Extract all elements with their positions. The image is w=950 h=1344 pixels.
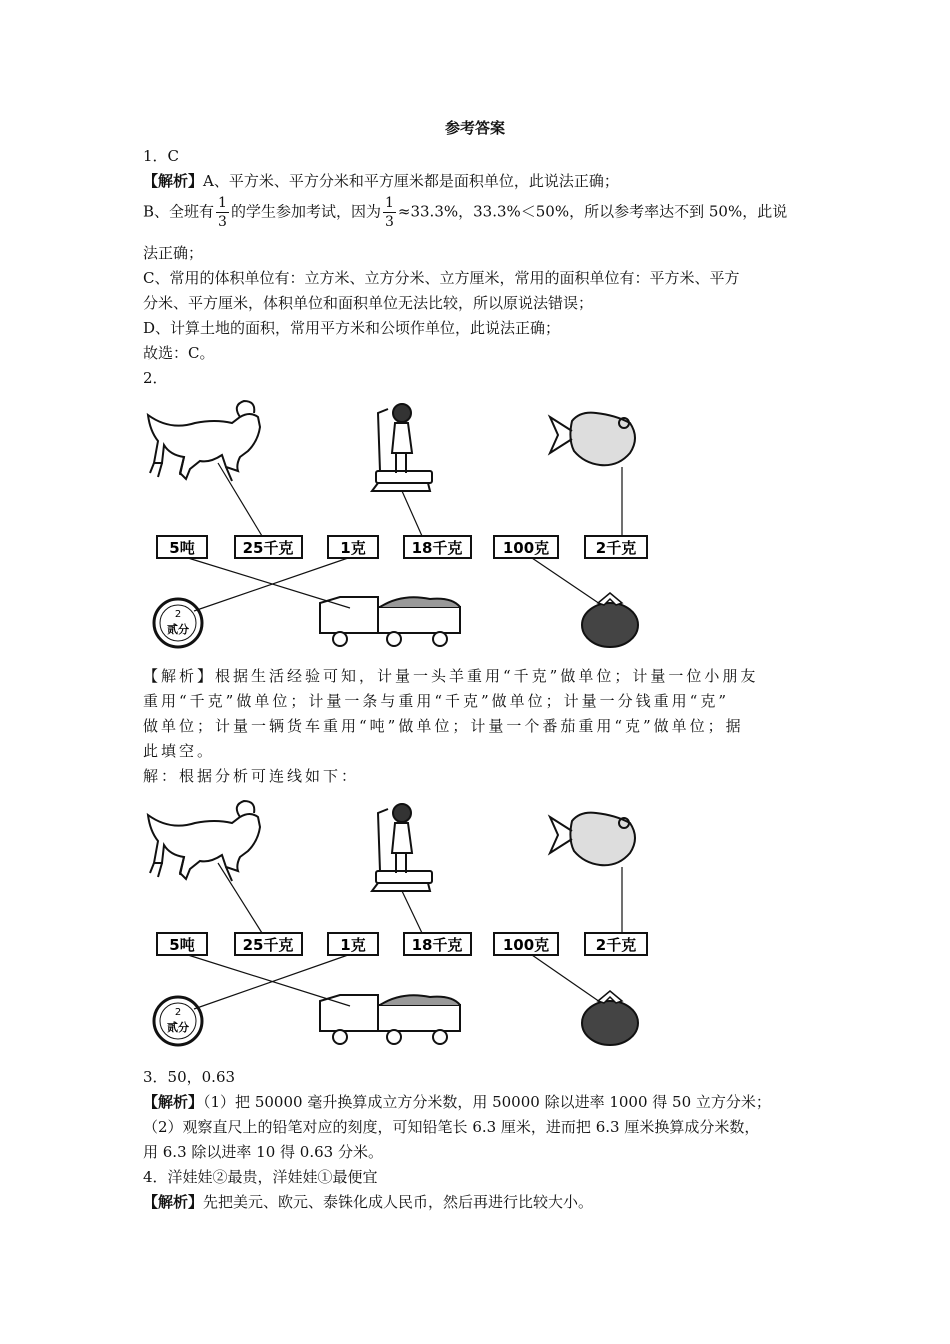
q2-explanation-4: 此填空。 — [143, 742, 216, 760]
q1-text-d: D、计算土地的面积，常用平方米和公顷作单位，此说法正确； — [143, 319, 561, 337]
truck-icon — [320, 597, 460, 646]
label-box-2kg — [585, 536, 647, 558]
svg-text:贰分: 贰分 — [167, 1021, 189, 1034]
label-box-100g — [494, 933, 558, 955]
q1-explanation-a — [143, 170, 823, 191]
svg-text:25千克: 25千克 — [242, 539, 294, 557]
svg-text:100克: 100克 — [502, 936, 550, 954]
line-1g-coin — [194, 955, 348, 1009]
label-box-5t — [157, 536, 207, 558]
q1-text-c1: C、常用的体积单位有：立方米、立方分米、立方厘米，常用的面积单位有：平方米、平方 — [143, 269, 740, 287]
label-box-1g — [328, 933, 378, 955]
line-goat-25kg — [218, 863, 262, 933]
q2-explanation-1: 【解析】根据生活经验可知，计量一头羊重用“千克”做单位；计量一位小朋友 — [143, 667, 759, 685]
coin-icon — [154, 599, 202, 647]
matching-figure-2 — [140, 793, 680, 1063]
line-girl-18kg — [402, 491, 422, 536]
svg-text:5吨: 5吨 — [169, 936, 195, 954]
page-title: 参考答案 — [444, 119, 505, 137]
tomato-icon — [582, 991, 638, 1045]
fish-icon — [550, 413, 635, 466]
label-box-2kg — [585, 933, 647, 955]
q1-choice: 故选：C。 — [143, 344, 215, 362]
svg-text:5吨: 5吨 — [169, 539, 195, 557]
q2-answer: 2． — [143, 369, 168, 387]
goat-icon — [148, 801, 260, 881]
fraction-one-third: $\frac{1}{3}$ — [218, 195, 227, 230]
coin-icon — [154, 997, 202, 1045]
svg-text:贰分: 贰分 — [167, 623, 189, 636]
q1-text-c2: 分米、平方厘米，体积单位和面积单位无法比较，所以原说法错误； — [143, 294, 594, 312]
q4-explanation: 【解析】先把美元、欧元、泰铢化成人民币，然后再进行比较大小。 — [143, 1193, 594, 1211]
q1-text-b-pre: B、全班有 — [143, 202, 215, 221]
analysis-tag-q4: 【解析】 — [143, 1193, 204, 1211]
svg-text:1克: 1克 — [340, 936, 366, 954]
label-box-25kg — [235, 933, 302, 955]
line-girl-18kg — [402, 891, 422, 933]
q1-explanation-b — [143, 194, 823, 231]
label-box-18kg — [404, 933, 471, 955]
matching-figure-1 — [140, 393, 680, 673]
q4-answer: 4．洋娃娃②最贵，洋娃娃①最便宜 — [143, 1168, 378, 1186]
svg-text:18千克: 18千克 — [411, 936, 463, 954]
label-box-5t — [157, 933, 207, 955]
q1-text-a: A、平方米、平方分米和平方厘米都是面积单位，此说法正确； — [203, 172, 619, 190]
q1-text-b-cont: 法正确； — [143, 244, 204, 262]
line-100g-tomato — [532, 558, 600, 604]
analysis-tag-q3: 【解析】 — [143, 1093, 204, 1111]
q2-explanation-3: 做单位；计量一辆货车重用“吨”做单位；计量一个番茄重用“克”做单位；据 — [143, 717, 744, 735]
goat-icon — [148, 401, 260, 481]
fish-icon — [550, 813, 635, 866]
q1-text-b-mid2: ≈33.3%，33.3%＜50%，所以参考率达不到 50%，此说 — [397, 202, 788, 221]
line-100g-tomato — [532, 955, 600, 1002]
q1-text-b-mid1: 的学生参加考试，因为 — [230, 202, 381, 221]
tomato-icon — [582, 593, 638, 647]
svg-text:2: 2 — [174, 609, 182, 620]
label-box-100g — [494, 536, 558, 558]
svg-text:2千克: 2千克 — [595, 539, 637, 557]
q3-explanation-3: 用 6.3 除以进率 10 得 0.63 分米。 — [143, 1143, 383, 1161]
line-1g-coin — [194, 558, 348, 611]
q2-explanation-2: 重用“千克”做单位；计量一条与重用“千克”做单位；计量一分钱重用“克” — [143, 692, 730, 710]
svg-text:100克: 100克 — [502, 539, 550, 557]
q1-answer: 1．C — [143, 147, 180, 165]
svg-text:2: 2 — [174, 1007, 182, 1018]
fraction-one-third-2: $\frac{1}{3}$ — [384, 195, 394, 230]
girl-on-scale-icon — [372, 804, 432, 891]
analysis-tag: 【解析】 — [143, 172, 204, 190]
q3-explanation-1: 【解析】（1）把 50000 毫升换算成立方分米数，用 50000 除以进率 1000 得 50 立方分米； — [143, 1093, 771, 1111]
truck-icon — [320, 995, 460, 1044]
q2-solution-intro: 解：根据分析可连线如下： — [143, 767, 360, 785]
q3-explanation-2: （2）观察直尺上的铅笔对应的刻度，可知铅笔长 6.3 厘米，进而把 6.3 厘米换算成分米数， — [143, 1118, 760, 1136]
label-box-18kg — [404, 536, 471, 558]
label-box-25kg — [235, 536, 302, 558]
girl-on-scale-icon — [372, 404, 432, 491]
svg-text:25千克: 25千克 — [242, 936, 294, 954]
svg-text:1克: 1克 — [340, 539, 366, 557]
q3-answer: 3．50，0.63 — [143, 1068, 236, 1086]
svg-text:2千克: 2千克 — [595, 936, 637, 954]
label-box-1g — [328, 536, 378, 558]
svg-text:18千克: 18千克 — [411, 539, 463, 557]
analysis-tag-q2: 【解析】 — [143, 667, 216, 685]
line-goat-25kg — [218, 463, 262, 536]
